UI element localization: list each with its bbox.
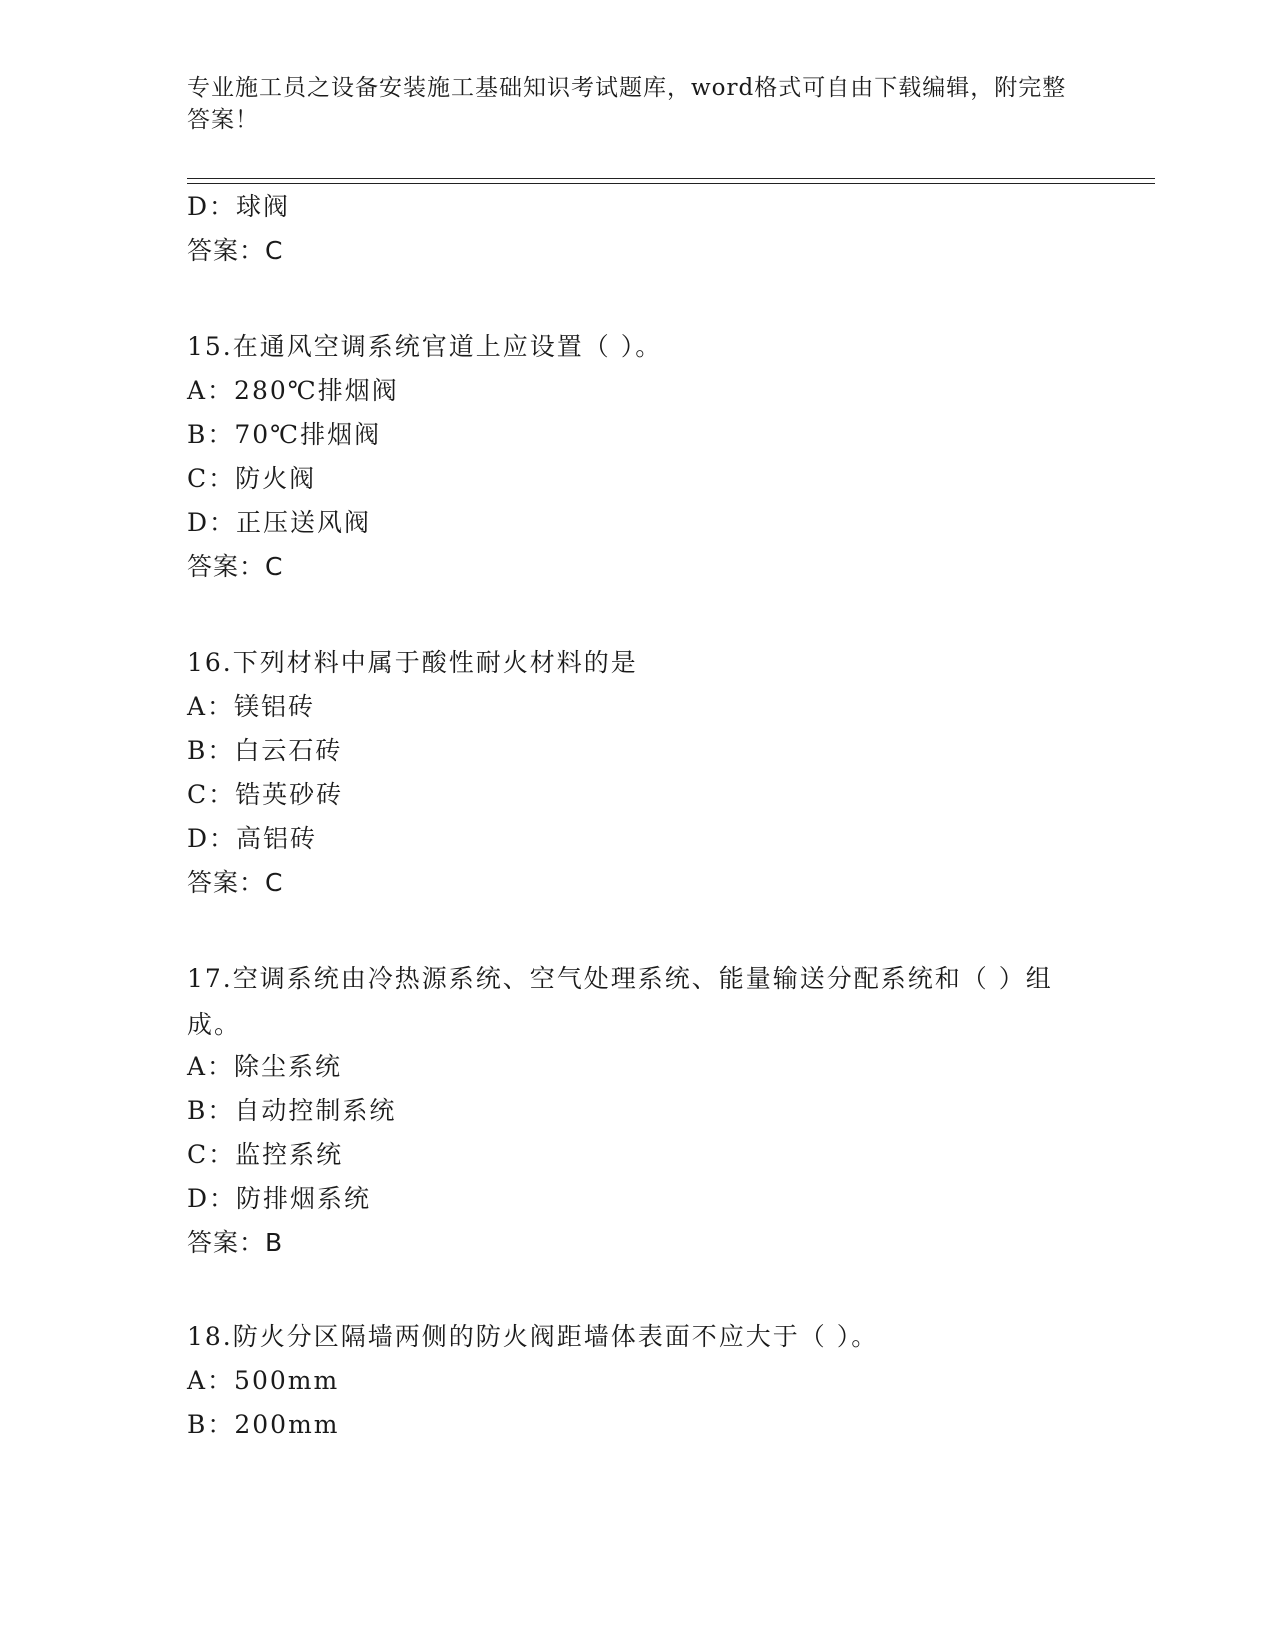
- q16-option-c: C：锆英砂砖: [187, 780, 344, 809]
- q15-option-b: B：70℃排烟阀: [187, 420, 382, 449]
- q16-option-b: B：白云石砖: [187, 736, 343, 765]
- header-divider-bottom: [187, 183, 1155, 184]
- q17-option-d: D：防排烟系统: [187, 1184, 372, 1213]
- q14-answer: 答案：C: [187, 236, 284, 265]
- q15-option-c: C：防火阀: [187, 464, 317, 493]
- q15-answer: 答案：C: [187, 552, 284, 581]
- q17-option-a: A：除尘系统: [187, 1052, 343, 1081]
- q18-stem: 18.防火分区隔墙两侧的防火阀距墙体表面不应大于（ ）。: [187, 1322, 879, 1351]
- q15-option-a: A：280℃排烟阀: [187, 376, 399, 405]
- q17-answer: 答案：B: [187, 1228, 284, 1257]
- q15-option-d: D：正压送风阀: [187, 508, 372, 537]
- q17-option-c: C：监控系统: [187, 1140, 344, 1169]
- q16-option-a: A：镁铝砖: [187, 692, 316, 721]
- q16-answer: 答案：C: [187, 868, 284, 897]
- q17-stem: 17.空调系统由冷热源系统、空气处理系统、能量输送分配系统和（ ）组成。: [187, 964, 1053, 1039]
- q16-option-d: D：高铝砖: [187, 824, 318, 853]
- q14-option-d: D：球阀: [187, 192, 291, 221]
- q17-option-b: B：自动控制系统: [187, 1096, 397, 1125]
- q18-option-b: B：200mm: [187, 1410, 340, 1439]
- q18-option-a: A：500mm: [187, 1366, 340, 1395]
- q15-stem: 15.在通风空调系统官道上应设置（ ）。: [187, 332, 663, 361]
- header-divider-top: [187, 178, 1155, 179]
- document-header: 专业施工员之设备安装施工基础知识考试题库，word格式可自由下载编辑，附完整答案！: [187, 75, 1067, 133]
- q16-stem: 16.下列材料中属于酸性耐火材料的是: [187, 648, 638, 677]
